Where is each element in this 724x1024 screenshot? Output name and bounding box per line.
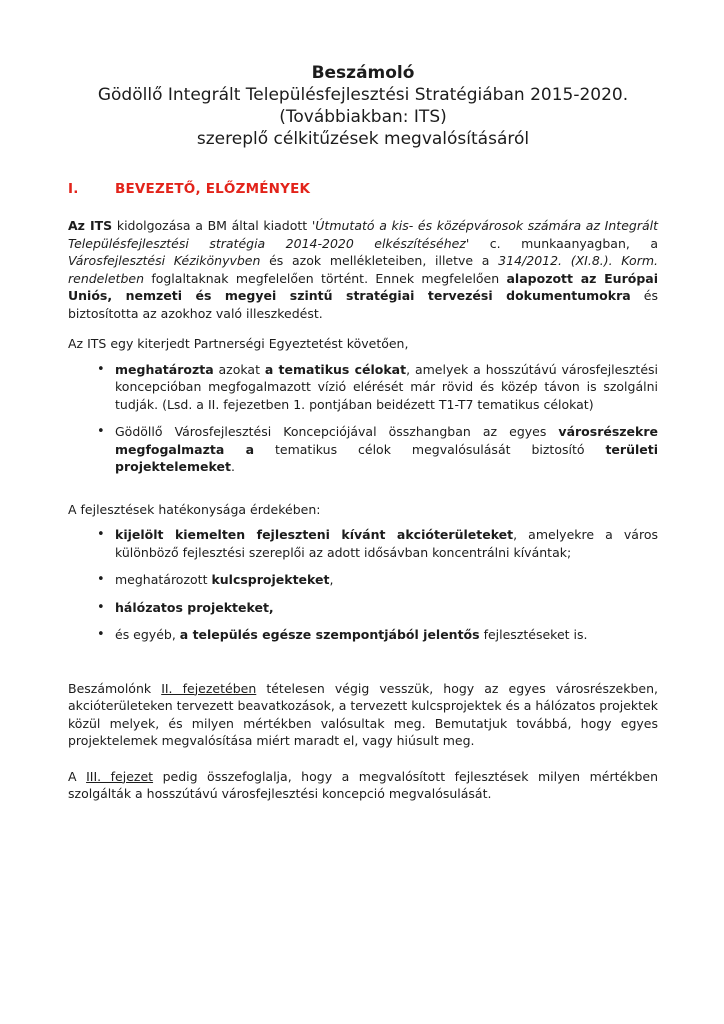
chapter2-summary-paragraph — [68, 680, 658, 750]
text-run: pedig összefoglalja, hogy a megvalósított fejlesztések milyen mértékben szolgálták a hosszútávú városfejlesztési koncepció megvalósulását. — [68, 768, 658, 801]
document-subtitle-2: (Továbbiakban: ITS) — [279, 107, 447, 127]
text-run: tételesen végig vesszük, hogy az egyes városrészekben, akcióterületeken tervezett beavatkozások, a tervezett kulcsprojektek és a hálózatos projektek közül melyek, és milyen mértékben valósultak meg. Bemutatjuk továbbá, hogy egyes projektelemek megvalósítása miért maradt el, vagy hiúsult meg. — [68, 680, 658, 748]
chapter3-summary-paragraph — [68, 768, 658, 803]
text-run: 'Útmutató a kis- és középvárosok számára az Integrált Településfejlesztési stratégia 2014-2020 elkészítéséhez' — [68, 218, 658, 251]
text-run: 314/2012. (XI.8.). Korm. rendeletben — [68, 253, 658, 286]
text-run: II. fejezetében — [161, 680, 257, 696]
text-run: Az ITS egy kiterjedt Partnerségi Egyeztetést követően, — [68, 336, 409, 351]
text-run: kidolgozása a BM által kiadott — [112, 218, 312, 233]
development-tools-list — [95, 526, 658, 644]
thematic-goals-list — [95, 361, 658, 476]
text-run: és egyéb, — [115, 627, 180, 642]
effectiveness-lead-paragraph — [68, 501, 658, 519]
section-heading — [68, 180, 658, 198]
text-run: III. fejezet — [86, 768, 154, 784]
document-subtitle-3: szereplő célkitűzések megvalósításáról — [196, 129, 530, 149]
list-item-district-projects — [95, 423, 658, 476]
document-title: Beszámoló — [311, 63, 415, 83]
text-run: fejlesztéseket is. — [479, 627, 588, 642]
text-run: , amelyekre a város különböző fejlesztési szereplői az adott idősávban koncentrálni kívántak; — [115, 527, 658, 560]
section-number: I. — [68, 181, 79, 197]
text-run: Városfejlesztési Kézikönyvben — [68, 253, 261, 268]
text-run: Az ITS — [68, 218, 113, 233]
text-run: a település egésze szempontjából jelentős — [179, 627, 480, 642]
text-run: , — [329, 572, 334, 587]
text-run: tematikus célok megvalósulását biztosító — [254, 441, 606, 457]
list-item-thematic-goals — [95, 361, 658, 414]
partnership-lead-paragraph — [68, 335, 658, 353]
text-run: . — [230, 459, 235, 474]
text-run: alapozott az Európai Uniós, nemzeti és megyei szintű stratégiai tervezési dokumentumokra — [68, 270, 658, 303]
text-run: kulcsprojekteket — [211, 572, 330, 587]
text-run: Gödöllő Városfejlesztési Koncepciójával összhangban az egyes — [115, 424, 559, 439]
list-item-key-projects — [95, 571, 658, 589]
intro-paragraph — [68, 217, 658, 322]
text-run: kijelölt kiemelten fejleszteni kívánt akcióterületeket — [115, 527, 514, 542]
section-title: BEVEZETŐ, ELŐZMÉNYEK — [115, 181, 311, 197]
text-run: városrészekre megfogalmazta a — [115, 424, 658, 457]
list-item-network-projects — [95, 599, 658, 617]
list-item-action-areas — [95, 526, 658, 561]
text-run: és biztosította az azokhoz való illeszkedést. — [68, 288, 658, 321]
text-run: foglaltaknak megfelelően történt. Ennek megfelelően — [144, 270, 507, 286]
text-run: , amelyek a hosszútávú városfejlesztési koncepcióban megfogalmazott vízió elérését már rövid és közép távon is szolgálni tudják. (Lsd. a II. fejezetben 1. pontjában beidézett T1-T7 tematikus célokat) — [115, 361, 658, 412]
text-run: meghatározott — [115, 572, 212, 587]
text-run: Beszámolónk — [68, 680, 162, 696]
text-run: és azok mellékleteiben, illetve a — [260, 253, 499, 268]
document-title-block — [68, 62, 658, 150]
list-item-settlement-wide — [95, 626, 658, 644]
text-run: azokat — [213, 361, 265, 377]
text-run: területi projektelemeket — [115, 441, 658, 474]
text-run: c. munkaanyagban, a — [469, 235, 658, 251]
text-run: A — [68, 768, 87, 784]
text-run: meghatározta — [115, 361, 214, 377]
text-run: hálózatos projekteket, — [115, 599, 274, 615]
document-subtitle-1: Gödöllő Integrált Településfejlesztési Stratégiában 2015-2020. — [97, 85, 629, 105]
text-run: a tematikus célokat — [264, 361, 407, 377]
text-run: A fejlesztések hatékonysága érdekében: — [68, 501, 321, 517]
